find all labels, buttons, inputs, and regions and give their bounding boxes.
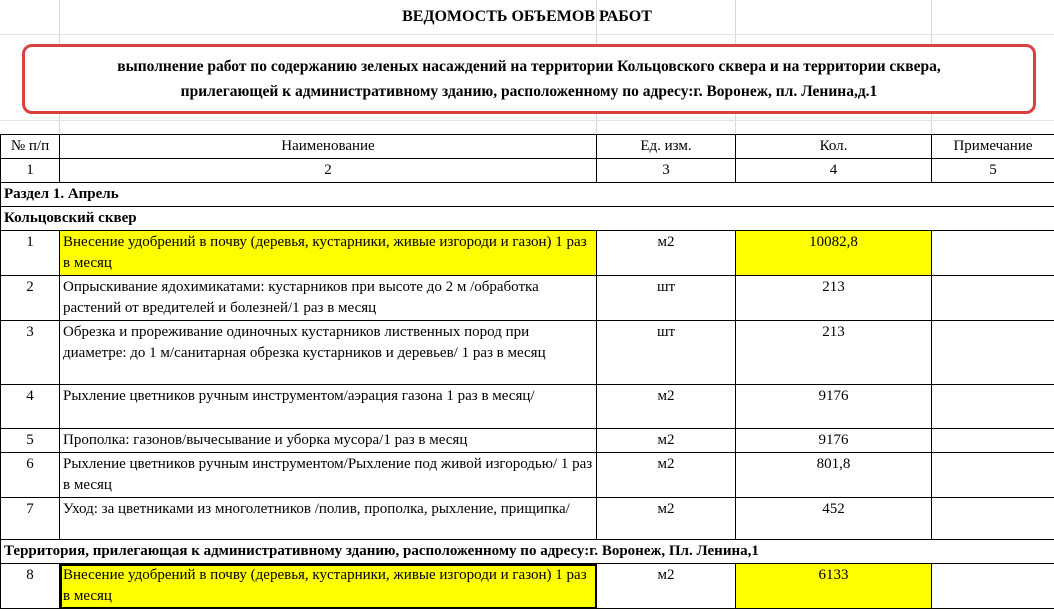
table-row <box>1 276 1054 321</box>
row-qty[interactable]: 213 <box>736 321 932 385</box>
subtitle-line-2: прилегающей к административному зданию, расположенному по адресу:г. Воронеж, пл. Ленина,д.1 <box>180 83 878 100</box>
row-name-selected[interactable]: Внесение удобрений в почву (деревья, кустарники, живые изгороди и газон) 1 раз в месяц <box>60 564 597 609</box>
row-name[interactable]: Рыхление цветников ручным инструментом/Рыхление под живой изгородью/ 1 раз в месяц <box>60 453 597 498</box>
works-table <box>0 134 1054 609</box>
row-unit[interactable]: м2 <box>597 231 736 276</box>
colnum-3[interactable]: 3 <box>597 159 736 183</box>
row-unit[interactable]: шт <box>597 321 736 385</box>
row-qty[interactable]: 452 <box>736 498 932 540</box>
row-qty[interactable]: 9176 <box>736 429 932 453</box>
row-note[interactable] <box>932 321 1054 385</box>
column-numbers-row <box>1 159 1054 183</box>
subsection-title-1[interactable]: Кольцовский сквер <box>1 207 1054 231</box>
colnum-5[interactable]: 5 <box>932 159 1054 183</box>
row-note[interactable] <box>932 385 1054 429</box>
subtitle-line-1: выполнение работ по содержанию зеленых насаждений на территории Кольцовского сквера и на территории сквера, <box>117 58 941 75</box>
row-name[interactable]: Обрезка и прореживание одиночных кустарников лиственных пород при диаметре: до 1 м/санитарная обрезка кустарников и деревьев/ 1 раз в месяц <box>60 321 597 385</box>
header-num[interactable]: № п/п <box>1 135 60 159</box>
row-note[interactable] <box>932 564 1054 609</box>
row-num[interactable]: 2 <box>1 276 60 321</box>
header-qty[interactable]: Кол. <box>736 135 932 159</box>
row-note[interactable] <box>932 453 1054 498</box>
row-num[interactable]: 3 <box>1 321 60 385</box>
table-row <box>1 429 1054 453</box>
header-note[interactable]: Примечание <box>932 135 1054 159</box>
table-row <box>1 231 1054 276</box>
row-unit[interactable]: м2 <box>597 498 736 540</box>
row-note[interactable] <box>932 231 1054 276</box>
row-qty[interactable]: 801,8 <box>736 453 932 498</box>
subsection-row <box>1 207 1054 231</box>
row-unit[interactable]: шт <box>597 276 736 321</box>
subsection-title-2[interactable]: Территория, прилегающая к административному зданию, расположенному по адресу:г. Воронеж, Пл. Ленина,1 <box>1 540 1054 564</box>
header-name[interactable]: Наименование <box>60 135 597 159</box>
document-title: ВЕДОМОСТЬ ОБЪЕМОВ РАБОТ <box>402 8 652 25</box>
row-qty[interactable]: 6133 <box>736 564 932 609</box>
section-row <box>1 183 1054 207</box>
row-name[interactable]: Опрыскивание ядохимикатами: кустарников при высоте до 2 м /обработка растений от вредителей и болезней/1 раз в месяц <box>60 276 597 321</box>
table-row <box>1 498 1054 540</box>
row-qty[interactable]: 9176 <box>736 385 932 429</box>
row-name[interactable]: Внесение удобрений в почву (деревья, кустарники, живые изгороди и газон) 1 раз в месяц <box>60 231 597 276</box>
row-unit[interactable]: м2 <box>597 429 736 453</box>
row-qty[interactable]: 213 <box>736 276 932 321</box>
row-note[interactable] <box>932 429 1054 453</box>
row-unit[interactable]: м2 <box>597 564 736 609</box>
table-row <box>1 321 1054 385</box>
subsection-row <box>1 540 1054 564</box>
row-name[interactable]: Прополка: газонов/вычесывание и уборка мусора/1 раз в месяц <box>60 429 597 453</box>
row-note[interactable] <box>932 276 1054 321</box>
row-unit[interactable]: м2 <box>597 385 736 429</box>
document-subtitle-box[interactable] <box>22 44 1036 114</box>
row-num[interactable]: 8 <box>1 564 60 609</box>
row-note[interactable] <box>932 498 1054 540</box>
row-num[interactable]: 4 <box>1 385 60 429</box>
table-row <box>1 564 1054 609</box>
header-unit[interactable]: Ед. изм. <box>597 135 736 159</box>
table-row <box>1 385 1054 429</box>
row-num[interactable]: 6 <box>1 453 60 498</box>
table-row <box>1 453 1054 498</box>
row-qty[interactable]: 10082,8 <box>736 231 932 276</box>
row-name[interactable]: Рыхление цветников ручным инструментом/аэрация газона 1 раз в месяц/ <box>60 385 597 429</box>
row-num[interactable]: 1 <box>1 231 60 276</box>
row-unit[interactable]: м2 <box>597 453 736 498</box>
colnum-4[interactable]: 4 <box>736 159 932 183</box>
row-name[interactable]: Уход: за цветниками из многолетников /полив, прополка, рыхление, прищипка/ <box>60 498 597 540</box>
section-title[interactable]: Раздел 1. Апрель <box>1 183 1054 207</box>
colnum-2[interactable]: 2 <box>60 159 597 183</box>
header-row <box>1 135 1054 159</box>
row-num[interactable]: 5 <box>1 429 60 453</box>
row-num[interactable]: 7 <box>1 498 60 540</box>
colnum-1[interactable]: 1 <box>1 159 60 183</box>
